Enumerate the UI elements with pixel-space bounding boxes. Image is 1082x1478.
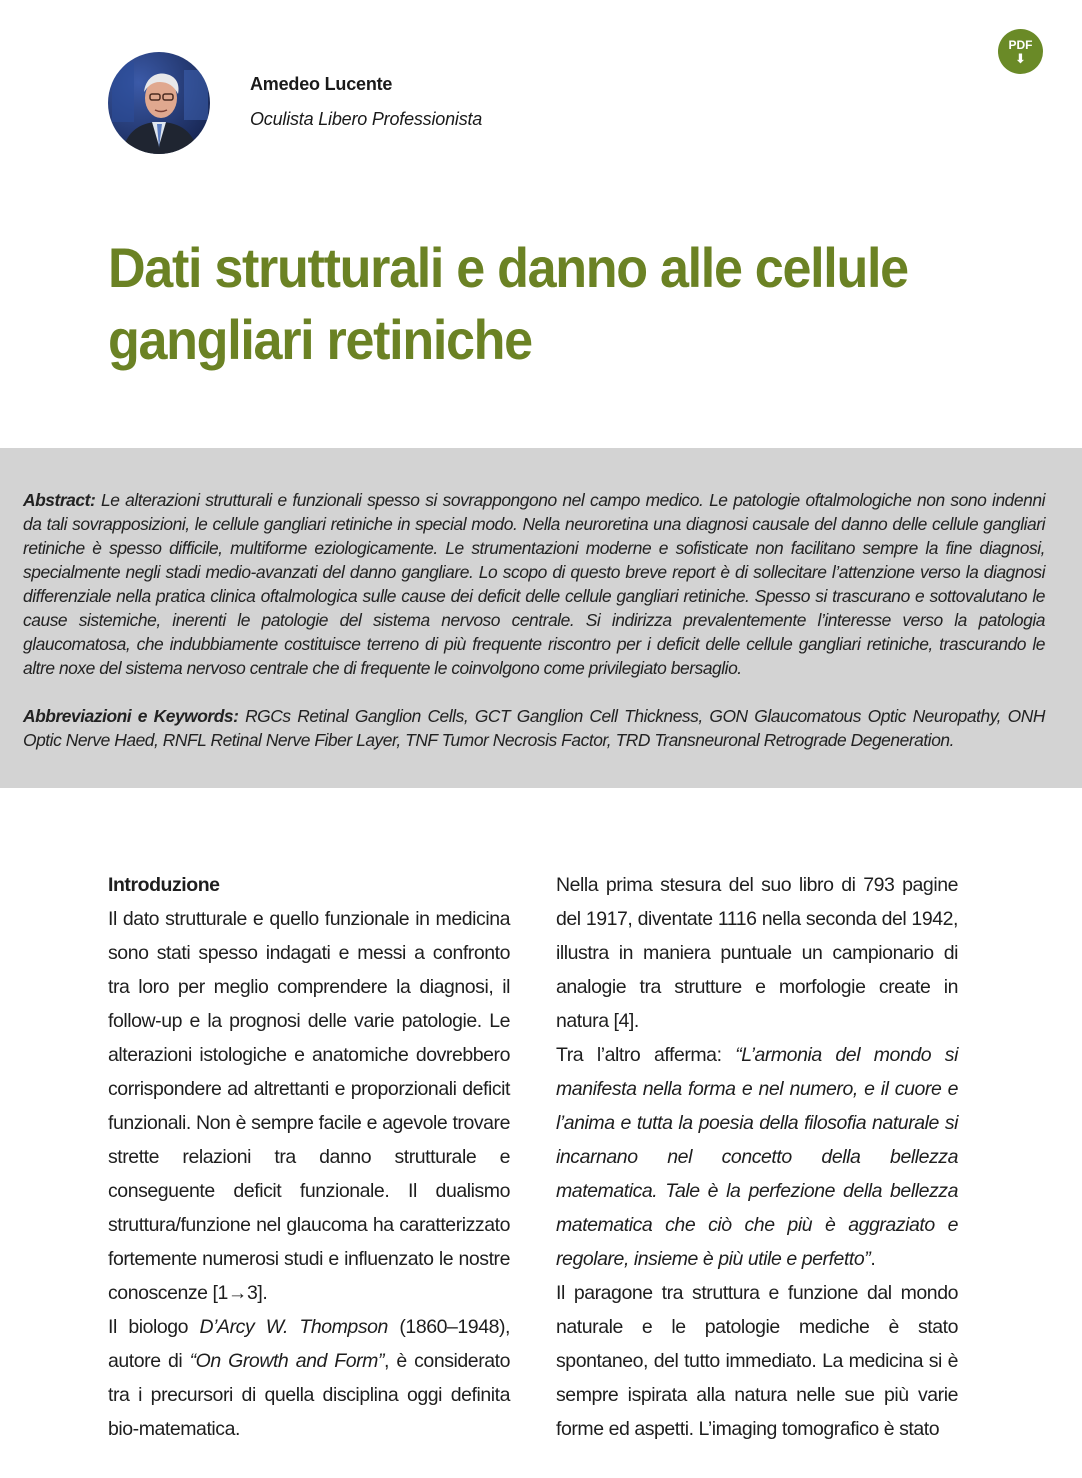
pdf-button-label: PDF	[1008, 37, 1033, 52]
pdf-download-button[interactable]	[998, 29, 1043, 74]
text-run: Tra l’altro afferma:	[556, 1044, 736, 1066]
text-run: (1860–1948), autore di	[108, 1316, 510, 1372]
author-role: Oculista Libero Professionista	[250, 109, 483, 129]
section-heading-introduzione: Introduzione	[108, 874, 220, 896]
article-title: Dati strutturali e danno alle cellule gangliari retiniche	[108, 236, 908, 371]
body-paragraph	[108, 1310, 510, 1446]
text-run: , è considerato tra i precursori di quella disciplina oggi definita bio-matematica.	[108, 1350, 510, 1440]
book-title: “On Growth and Form”	[189, 1350, 385, 1372]
quotation: “L’armonia del mondo si manifesta nella forma e nel numero, e il cuore e l’anima e tutta la poesia della filosofia naturale si incarnano nel concetto della bellezza matematica. Tale è la perfezione della bellezza matematica che ciò che più è aggraziato e regolare, insieme è più utile e perfetto”	[556, 1044, 958, 1270]
abstract-paragraph	[23, 488, 1045, 680]
keywords-paragraph	[23, 704, 1045, 752]
body-paragraph: Il dato strutturale e quello funzionale in medicina sono stati spesso indagati e messi a confronto tra loro per meglio comprendere la diagnosi, il follow-up e la prognosi delle varie patologie. Le alterazioni istologiche e anatomiche dovrebbero corrispondere ad altrettanti e proporzionali deficit funzionali. Non è sempre facile e agevole trovare strette relazioni tra danno strutturale e conseguente deficit funzionale. Il dualismo struttura/funzione nel glaucoma ha caratterizzato fortemente numerosi studi e influenzato le nostre conoscenze [1→3].	[108, 908, 510, 1304]
body-paragraph	[556, 1038, 958, 1276]
author-photo	[108, 52, 210, 154]
author-name: Amedeo Lucente	[250, 74, 393, 94]
author-reference: D’Arcy W. Thompson	[199, 1316, 388, 1338]
right-column	[556, 868, 958, 1446]
abstract-box	[0, 448, 1082, 788]
download-arrow-icon: ⬇	[1015, 50, 1026, 66]
text-run: Il biologo	[108, 1316, 200, 1338]
body-paragraph: Nella prima stesura del suo libro di 793 pagine del 1917, diventate 1116 nella seconda del 1942, illustra in maniera puntuale un campionario di analogie tra strutture e morfologie create in natura [4].	[556, 874, 958, 1032]
keywords-text: RGCs Retinal Ganglion Cells, GCT Ganglion Cell Thickness, GON Glaucomatous Optic Neuropathy, ONH Optic Nerve Haed, RNFL Retinal Nerve Fiber Layer, TNF Tumor Necrosis Factor, TRD Transneuronal Retrograde Degeneration.	[23, 706, 1045, 750]
abstract-label: Abstract:	[23, 490, 96, 510]
keywords-label: Abbreviazioni e Keywords:	[23, 706, 239, 726]
author-avatar	[108, 52, 210, 154]
body-paragraph: Il paragone tra struttura e funzione dal mondo naturale e le patologie mediche è stato spontaneo, del tutto immediato. La medicina si è sempre ispirata alla natura nelle sue più varie forme ed aspetti. L’imaging tomografico è stato	[556, 1282, 958, 1440]
text-run: .	[870, 1248, 876, 1270]
left-column	[108, 868, 510, 1446]
abstract-text: Le alterazioni strutturali e funzionali spesso si sovrappongono nel campo medico. Le patologie oftalmologiche non sono indenni da tali sovrapposizioni, le cellule gangliari retiniche in special modo. Nella neuroretina una diagnosi causale del danno delle cellule gangliari retiniche è spesso difficile, multiforme eziologicamente. Le strumentazioni moderne e sofisticate non facilitano sempre la fine diagnosi, specialmente negli stadi medio-avanzati del danno gangliare. Lo scopo di questo breve report è di sollecitare l’attenzione verso la diagnosi differenziale nella pratica clinica oftalmologica sulle cause dei deficit delle cellule gangliari retiniche. Spesso si trascurano e sottovalutano le cause sistemiche, inerenti le patologie del sistema nervoso centrale. Si indirizza prevalentemente l’interesse verso la patologia glaucomatosa, che indubbiamente costituisce terreno di più frequente riscontro per i deficit delle cellule gangliari retiniche, trascurando le altre noxe del sistema nervoso centrale che di frequente le coinvolgono come privilegiato bersaglio.	[23, 490, 1045, 678]
